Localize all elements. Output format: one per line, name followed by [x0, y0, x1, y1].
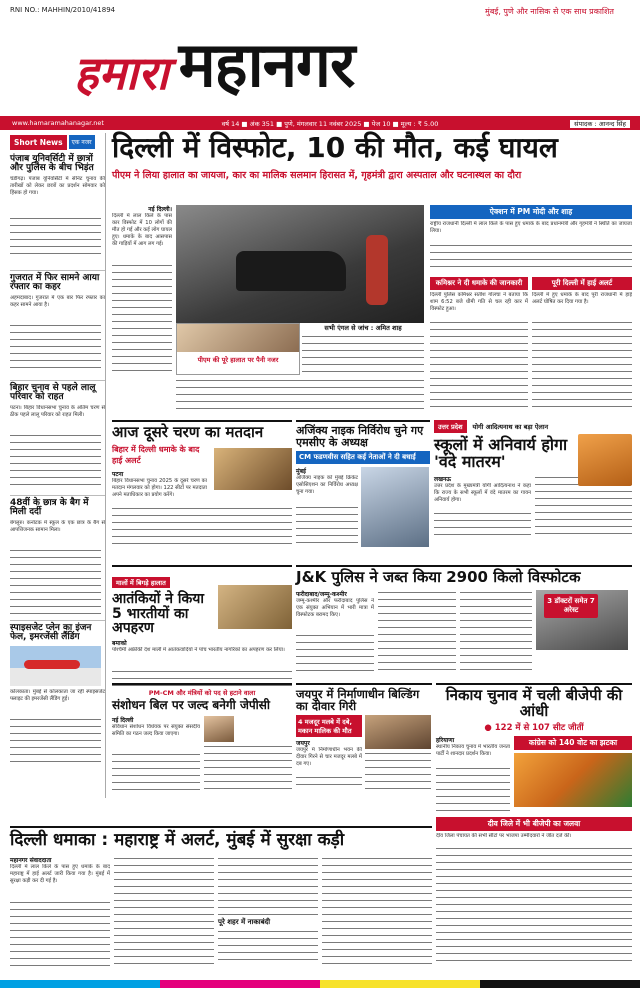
text-lines — [10, 548, 101, 614]
haryana-headline: निकाय चुनाव में चली बीजेपी की आंधी — [445, 686, 623, 720]
bottom-body — [10, 856, 432, 966]
lead-text-col — [112, 205, 172, 375]
up-tag: उत्तर प्रदेश — [434, 420, 467, 433]
alert-text: दिल्ली में हुए धमाके के बाद पूरी राजधानी में हाई अलर्ट घोषित कर दिया गया है। — [532, 292, 632, 305]
bihar-photo — [214, 448, 292, 490]
text-lines — [10, 323, 101, 373]
jaipur-box: 4 मजदूर मलबे में दबे, मकान मालिक की मौत — [296, 715, 362, 737]
short-news-title: गुजरात में फिर सामने आया रफ्तार का कहर — [10, 273, 100, 293]
naik-headline: अजिंक्य नाइक निर्विरोध चुने गए एमसीए के अध्यक्ष — [296, 424, 424, 449]
naik-byline: मुंबई — [296, 468, 306, 476]
text-lines — [302, 334, 424, 374]
editor-name — [480, 119, 640, 128]
text-lines — [10, 717, 101, 767]
mali-text: पश्चिमी अफ्रीकी देश माली में आतंकवादियों ने पांच भारतीय नागरिकों का अपहरण कर लिया। — [112, 647, 285, 654]
pm-photo — [177, 324, 299, 352]
pm-photo-caption-box — [176, 323, 300, 375]
short-news-title: स्पाइसजेट प्लेन का इंजन फेल, इमरजेंसी लैंडिंग — [10, 623, 92, 643]
masthead-logo — [74, 24, 574, 101]
text-lines — [218, 856, 318, 916]
pm-bill-story — [112, 683, 292, 805]
jk-photo-box — [536, 590, 628, 676]
dot-icon: ● — [484, 722, 495, 733]
haryana-byline: हरियाणा — [436, 736, 455, 744]
yogi-photo — [578, 434, 632, 486]
rni-number: RNI NO.: MAHHIN/2010/41894 — [10, 6, 116, 14]
mali-headline: आतंकियों ने किया 5 भारतीयों का अपहरण — [112, 591, 205, 637]
pm-bill-byline: नई दिल्ली — [112, 716, 134, 724]
text-lines — [460, 590, 532, 676]
text-lines — [430, 243, 632, 273]
jaipur-story — [296, 683, 432, 805]
text-lines — [365, 751, 431, 791]
bihar-subheadline: बिहार में दिल्ली धमाके के बाद हाई अलर्ट — [112, 444, 200, 465]
diu-head: दीव जिले में भी बीजेपी का जलवा — [436, 817, 632, 831]
mali-photo — [218, 585, 292, 629]
short-news-header — [10, 133, 105, 151]
text-lines — [296, 775, 362, 791]
mali-tag: मालों में बिगड़े हालात — [112, 577, 170, 588]
text-lines — [430, 320, 528, 408]
naik-text: अजिंक्य नाइक को मुंबई क्रिकेट एसोसिएशन का निर्विरोध अध्यक्ष चुना गया। — [296, 475, 358, 496]
naik-text-col — [296, 467, 358, 549]
jk-byline: फरीदाबाद/जम्मू-कश्मीर — [296, 590, 347, 598]
masthead — [0, 0, 640, 128]
text-lines — [112, 752, 200, 794]
jaipur-col-2 — [365, 715, 431, 791]
up-col — [434, 475, 531, 541]
text-lines — [10, 216, 101, 256]
shah-box — [302, 323, 424, 375]
action-text: राष्ट्रीय राजधानी दिल्ली में लाल किले के पास हुए धमाके के बाद प्रधानमंत्री और गृहमंत्री ने स्थिति का जायजा लिया। — [430, 221, 632, 234]
text-lines — [112, 506, 292, 548]
short-news-text: कोलकाता। मुंबई से कोलकाता जा रही स्पाइसजेट फ्लाइट की इमरजेंसी लैंडिंग हुई। — [10, 688, 105, 702]
bottom-col-1 — [10, 856, 110, 966]
text-lines — [296, 633, 374, 675]
bihar-story — [112, 420, 292, 560]
haryana-story — [436, 683, 632, 843]
bihar-text: बिहार विधानसभा चुनाव 2025 के दूसरे चरण का मतदान मंगलवार को होगा। 122 सीटों पर मतदाता अपने मताधिकार का प्रयोग करेंगे। — [112, 477, 207, 498]
short-news-item — [10, 270, 105, 380]
short-news-title: 48वीं के छात्र के बैग में मिली दर्दी — [10, 498, 89, 518]
pm-bill-text: संविधान संशोधन विधेयक पर संयुक्त संसदीय समिति का गठन जल्द किया जाएगा। — [112, 723, 200, 737]
bottom-right-col — [436, 846, 632, 976]
pm-bill-headline: संशोधन बिल पर जल्द बनेगी जेपीसी — [112, 698, 271, 712]
short-news-label: Short News — [10, 135, 67, 150]
mali-story — [112, 565, 292, 680]
jaipur-photo — [365, 715, 431, 749]
naik-body — [296, 467, 430, 549]
editor-badge: संपादक : आनन्द सिंह — [570, 120, 630, 128]
text-lines — [218, 929, 318, 965]
text-lines — [436, 846, 632, 966]
minister-photo — [204, 716, 234, 742]
text-lines — [204, 744, 292, 792]
pm-caption: पीएम की पूरे हालात पर पैनी नजर — [197, 356, 279, 364]
short-news-badge: एक नजर — [69, 135, 95, 149]
short-news-title: पंजाब यूनिवर्सिटी में छात्रों और पुलिस के बीच भिड़ंत — [10, 154, 94, 174]
text-lines — [378, 590, 456, 676]
short-news-text: पटना। बिहार विधानसभा चुनाव के अंतिम चरण से ठीक पहले लालू परिवार को राहत मिली। — [10, 404, 105, 418]
short-news-title: बिहार चुनाव से पहले लालू परिवार को राहत — [10, 383, 96, 403]
naik-story — [296, 420, 430, 560]
registration-marks — [0, 980, 640, 988]
bottom-headline: दिल्ली धमाका : महाराष्ट्र में अलर्ट, मुंबई में सुरक्षा कड़ी — [10, 830, 345, 850]
bottom-byline: महानगर संवाददाता — [10, 856, 52, 864]
haryana-sub: 122 में से 107 सीट जीतीं — [494, 722, 584, 733]
short-news-item — [10, 495, 105, 620]
haryana-text: स्थानीय निकाय चुनाव में भारतीय जनता पार्टी ने शानदार प्रदर्शन किया। — [436, 743, 510, 757]
celebration-photo — [514, 753, 632, 807]
reg-black — [480, 980, 640, 988]
text-lines — [434, 511, 531, 541]
alert-title: पूरी दिल्ली में हाई अलर्ट — [532, 277, 632, 290]
diu-text: दीव जिला पंचायत की सभी सीटों पर भाजपा उम्मीदवारों ने जीत दर्ज की। — [436, 832, 572, 839]
reg-magenta — [160, 980, 320, 988]
bottom-text: दिल्ली में लाल किले के पास हुए धमाके के बाद महाराष्ट्र में हाई अलर्ट जारी किया गया है। मुंबई में सुरक्षा कड़ी कर दी गई है। — [10, 863, 110, 884]
short-news-item — [10, 620, 105, 790]
commissioner-text: दिल्ली पुलिस कमिश्नर सतीश गोलचा ने बताया कि शाम 6:52 बजे धीमी गति से चल रही कार में विस्फोट हुआ। — [430, 292, 528, 312]
lead-byline: नई दिल्ली। — [148, 206, 172, 213]
jaipur-headline: जयपुर में निर्माणाधीन बिल्डिंग का दीवार गिरी — [296, 687, 420, 714]
text-lines — [532, 320, 632, 408]
lead-continuation — [176, 378, 424, 414]
pm-bill-body — [112, 716, 292, 794]
website-link[interactable]: www.hamaramahanagar.net — [12, 119, 104, 127]
short-news-item — [10, 155, 105, 270]
up-story — [434, 420, 632, 562]
mali-byline: बमाको — [112, 640, 127, 648]
lead-text: दिल्ली में लाल किले के पास कार विस्फोट में 10 लोगों की मौत हो गई और कई लोग घायल हुए। धमाके के बाद आसपास की गाड़ियों में आग लग गई। — [112, 213, 172, 247]
jk-col-1 — [296, 590, 374, 676]
jk-story — [296, 565, 632, 680]
right-column — [430, 205, 632, 418]
up-headline: स्कूलों में अनिवार्य होगा 'वंदे मातरम' — [434, 435, 568, 471]
haryana-subheadline — [436, 722, 632, 733]
bottom-subhead: पूरे शहर में नाकाबंदी — [218, 917, 271, 926]
info-strip — [0, 116, 640, 130]
text-lines — [10, 433, 101, 489]
naik-photo — [361, 467, 429, 547]
jk-badge: 3 डॉक्टरों समेत 7 अरेस्ट — [544, 594, 598, 618]
masthead-title-b: महानगर — [178, 28, 355, 101]
masthead-title-a: हमारा — [74, 46, 169, 100]
naik-subheadline: CM फडणवीस सहित कई नेताओं ने दी बधाई — [296, 451, 430, 464]
shah-caption: सभी एंगल से जांच : अमित शाह — [324, 324, 402, 332]
reg-cyan — [0, 980, 160, 988]
pm-bill-col — [112, 716, 200, 794]
short-news-text: अहमदाबाद। गुजरात में एक बार फिर रफ्तार का कहर सामने आया है। — [10, 294, 105, 308]
bihar-byline: पटना — [112, 470, 124, 478]
reg-yellow — [320, 980, 480, 988]
lead-headline: दिल्ली में विस्फोट, 10 की मौत, कई घायल — [112, 131, 558, 164]
text-lines — [322, 856, 432, 964]
short-news-text: बेंगलुरु। कर्नाटक में स्कूल के एक छात्र के बैग से आपत्तिजनक सामान मिला। — [10, 519, 105, 533]
jaipur-byline: जयपुर — [296, 740, 310, 748]
jaipur-col — [296, 715, 362, 791]
up-byline: लखनऊ — [434, 475, 452, 483]
haryana-body — [436, 736, 632, 814]
congress-head: कांग्रेस को 140 वोट का झटका — [514, 736, 632, 750]
pm-bill-col-2 — [204, 716, 292, 794]
jaipur-text: जयपुर में निर्माणाधीन भवन की दीवार गिरने से चार मजदूर मलबे में दब गए। — [296, 747, 362, 768]
up-text: उत्तर प्रदेश के मुख्यमंत्री योगी आदित्यनाथ ने कहा कि राज्य के सभी स्कूलों में वंदे मातरम का गायन अनिवार्य होगा। — [434, 482, 531, 503]
text-lines — [10, 900, 110, 966]
jk-text: जम्मू-कश्मीर और फरीदाबाद पुलिस ने एक संयुक्त अभियान में भारी मात्रा में विस्फोटक बरामद किए। — [296, 597, 374, 618]
jaipur-body — [296, 715, 432, 791]
firefighter-shape — [366, 235, 388, 305]
short-news-text: चंडीगढ़। पंजाब यूनिवर्सिटी में सीनेट चुनाव की तारीखों को लेकर छात्रों का प्रदर्शन सोमवार को हिंसक हो गया। — [10, 175, 105, 196]
up-tagline — [434, 420, 632, 433]
jk-headline: J&K पुलिस ने जब्त किया 2900 किलो विस्फोटक — [296, 568, 581, 586]
blast-photo — [176, 205, 424, 323]
issue-meta: वर्ष 14 ■ अंक 351 ■ पुणे, मंगलवार 11 नवंबर 2025 ■ पेज 10 ■ मूल्य : ₹ 5.00 — [221, 119, 439, 128]
bihar-headline: आज दूसरे चरण का मतदान — [112, 423, 264, 441]
action-title: ऐक्शन में PM मोदी और शाह — [430, 205, 632, 219]
airplane-photo — [10, 646, 101, 686]
commissioner-col — [430, 277, 528, 408]
up-kicker: योगी आदित्यनाथ का बड़ा ऐलान — [472, 423, 549, 431]
commissioner-box — [430, 277, 632, 408]
masthead-tagline: मुंबई, पुणे और नासिक से एक साथ प्रकाशित — [485, 7, 614, 16]
short-news-column — [10, 133, 106, 798]
haryana-col-2 — [514, 736, 632, 814]
text-lines — [436, 766, 510, 814]
text-lines — [112, 263, 172, 373]
jk-body — [296, 590, 632, 676]
alert-col — [532, 277, 632, 408]
haryana-col — [436, 736, 510, 814]
airplane-icon — [24, 660, 80, 669]
lead-subheadline: पीएम ने लिया हालात का जायजा, कार का मालिक सलमान हिरासत में, गृहमंत्री द्वारा अस्पताल और घटनास्थल का दौरा — [112, 170, 522, 182]
text-lines — [114, 856, 214, 964]
commissioner-title: कमिश्नर ने दी धमाके की जानकारी — [430, 277, 528, 290]
text-lines — [176, 378, 424, 414]
bottom-story — [10, 826, 432, 976]
text-lines — [296, 505, 358, 549]
burnt-car-shape — [236, 251, 346, 291]
bottom-col-3 — [218, 856, 318, 966]
pm-bill-kicker: PM-CM और मंत्रियों को पद से हटाने वाला — [148, 689, 256, 697]
short-news-item — [10, 380, 105, 495]
